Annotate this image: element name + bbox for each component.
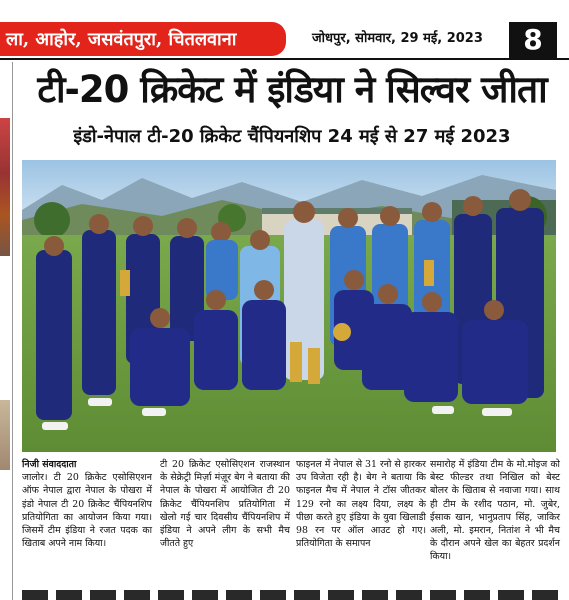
- column-divider: [12, 62, 13, 600]
- article-column-2: [160, 458, 290, 550]
- column-text: फाइनल में नेपाल से 31 रनो से हारकर उप विजेता रही है। बेग ने बताया कि फाइनल मैच में नेपाल ने टॉस जीतकर 129 रनो का लक्ष्य दिया, लक्ष्य के पीछा करते हुए इंडिया के युवा खिलाडी 98 रन पर ऑल आउट हो गए। प्रतियोगिता के समापन: [296, 459, 426, 550]
- column-text: जालोर। टी 20 क्रिकेट एसोसिएशन ऑफ नेपाल द्वारा नेपाल के पोखरा में इंडो नेपाल टी 20 क्रिकेट चैंपियनशिप प्रतियोगिता का आयोजन किया गया। जिसमें टीम इंडिया ने रजत पदक का खिताब अपने नाम किया।: [22, 472, 152, 550]
- adjacent-photo: [0, 118, 10, 256]
- page-number: 8: [509, 22, 557, 58]
- column-text: टी 20 क्रिकेट एसोसिएशन राजस्थान के सेक्रेट्री मिर्ज़ा मंज़ूर बेग ने बताया की नेपाल के पोखरा में आयोजित टी 20 क्रिकेट चैंपियनशिप प्रतियोगिता में खेलो गई चार दिवसीय चैंपियनशिप में इंडिया ने अपने लीग के सभी मैच जीतते हुए: [160, 459, 290, 550]
- team-photo-illustration: [22, 160, 556, 452]
- column-text: समारोह में इंडिया टीम के मो.मोइज को बेस्ट फील्डर तथा निखिल को बेस्ट बोलर के खिताब से नवाजा गया। साथ ही टीम के रशीद पठान, मो. जुबेर, ईसाक खान, भानुप्रताप सिंह, जाकिर अली, मो. इमरान, नितांश ने भी मैच के दौरान अपने खेल का बेहतर प्रदर्शन किया।: [430, 459, 560, 563]
- adjacent-photo-2: [0, 400, 10, 470]
- article-subheadline: इंडो-नेपाल टी-20 क्रिकेट चैंपियनशिप 24 मई से 27 मई 2023: [73, 126, 511, 147]
- article-headline: टी-20 क्रिकेट में इंडिया ने सिल्वर जीता: [37, 68, 547, 111]
- team-photo: [22, 160, 556, 452]
- edition-banner: [0, 22, 286, 56]
- article-column-3: [296, 458, 426, 550]
- next-article-headline-cropped: [22, 590, 562, 600]
- article-byline: निजी संवाददाता: [22, 459, 77, 470]
- article-column-4: [430, 458, 560, 564]
- edition-date: जोधपुर, सोमवार, 29 मई, 2023: [312, 31, 483, 46]
- page-header: [0, 0, 569, 56]
- edition-places: ला, आहोर, जसवंतपुरा, चितलवाना: [6, 29, 237, 50]
- article-column-1: [22, 458, 152, 550]
- header-divider: [0, 58, 569, 60]
